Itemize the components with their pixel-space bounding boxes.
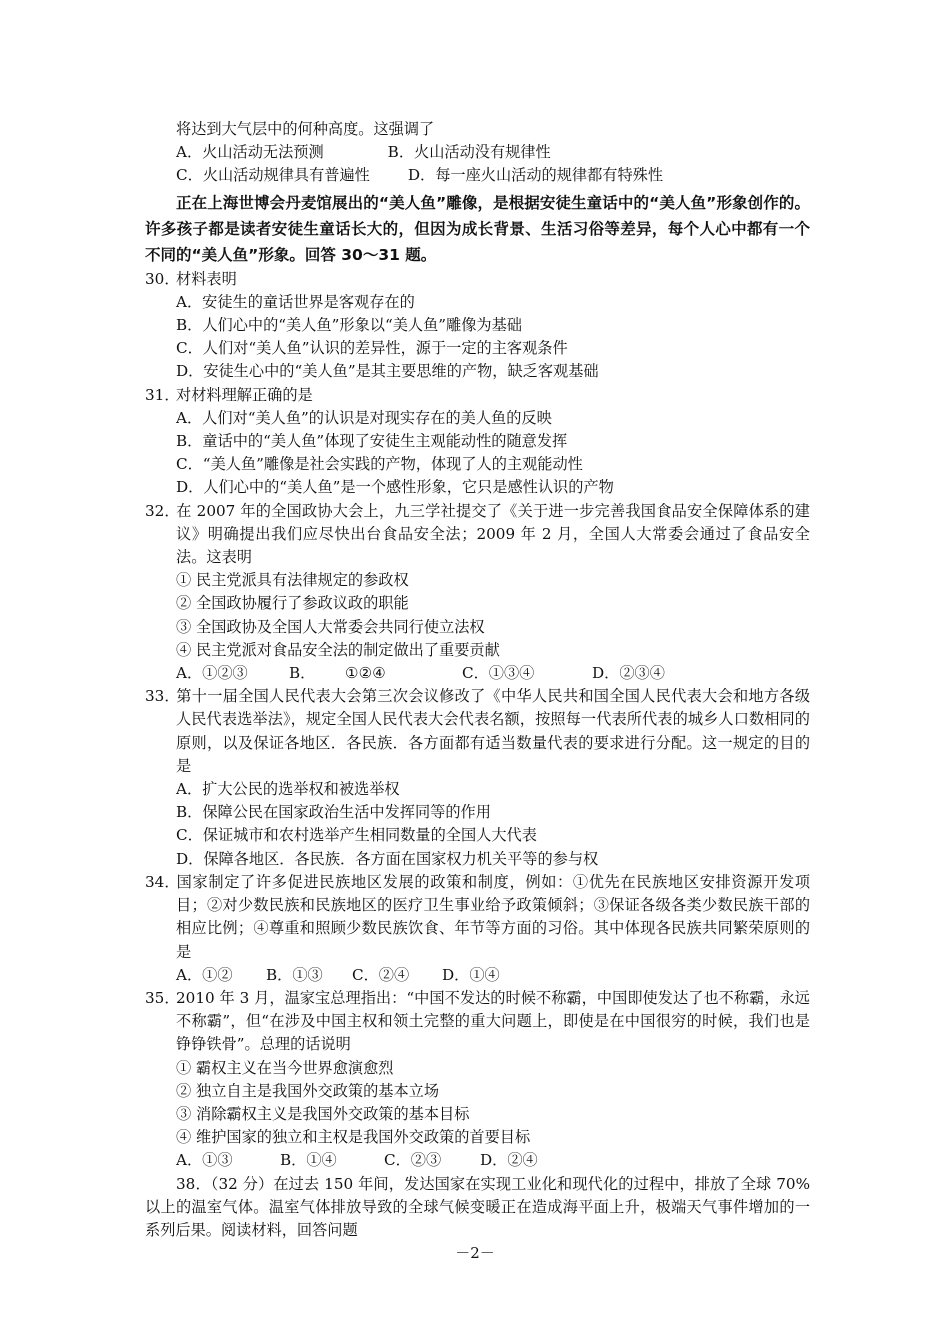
q32-option-a: A．①②③ — [176, 664, 248, 683]
q33-option-d: D．保障各地区．各民族．各方面在国家权力机关平等的参与权 — [176, 849, 599, 868]
q35-option-c: C．②③ — [384, 1151, 442, 1170]
q35-option-a: A．①③ — [176, 1151, 233, 1170]
q32-item-2: ② 全国政协履行了参政议政的职能 — [176, 594, 409, 613]
exam-page — [145, 118, 810, 1242]
q32-options — [145, 662, 810, 685]
q30-option-b: B．人们心中的“美人鱼”形象以“美人鱼”雕像为基础 — [176, 316, 522, 335]
q34-option-c: C．②④ — [352, 965, 410, 984]
q34-option-b: B．①③ — [266, 965, 323, 984]
q32-option-d: D．②③④ — [592, 664, 665, 683]
q38-stem: 38．（32 分）在过去 150 年间，发达国家在实现工业化和现代化的过程中，排放了全球 70%以上的温室气体。温室气体排放导致的全球气候变暖正在造成海平面上升，极端天气事件增加的一系列后果。阅读材料，回答问题 — [145, 1174, 810, 1239]
material-passage: 正在上海世博会丹麦馆展出的“美人鱼”雕像，是根据安徒生童话中的“美人鱼”形象创作的。许多孩子都是读者安徒生童话长大的，但因为成长背景、生活习俗等差异，每个人心中都有一个不同的“美人鱼”形象。回答 30～31 题。 — [145, 193, 810, 264]
q33-stem — [145, 685, 810, 778]
q29-option-a: A．火山活动无法预测 — [176, 143, 324, 162]
q31-option-b: B．童话中的“美人鱼”体现了安徒生主观能动性的随意发挥 — [176, 432, 568, 451]
q35-option-b: B．①④ — [280, 1151, 337, 1170]
q30-option-d: D．安徒生心中的“美人鱼”是其主要思维的产物，缺乏客观基础 — [176, 362, 599, 381]
q34-option-a: A．①② — [176, 965, 233, 984]
q34-stem-text: 国家制定了许多促进民族地区发展的政策和制度，例如：①优先在民族地区安排资源开发项目；②对少数民族和民族地区的医疗卫生事业给予政策倾斜；③保证各级各类少数民族干部的相应比例；④尊重和照顾少数民族饮食、年节等方面的习俗。其中体现各民族共同繁荣原则的是 — [176, 872, 810, 961]
q32-item-3: ③ 全国政协及全国人大常委会共同行使立法权 — [176, 617, 485, 636]
q31-number: 31． — [145, 385, 180, 404]
q33-option-b: B．保障公民在国家政治生活中发挥同等的作用 — [176, 803, 491, 822]
q35-item-1: ① 霸权主义在当今世界愈演愈烈 — [176, 1058, 394, 1077]
q33-number: 33． — [145, 687, 180, 706]
q29-options-cd — [145, 164, 810, 187]
q30-stem-text: 材料表明 — [176, 269, 237, 288]
q35-item-2: ② 独立自主是我国外交政策的基本立场 — [176, 1081, 440, 1100]
q29-options-ab — [145, 141, 810, 164]
q34-options — [145, 964, 810, 987]
q31-stem — [145, 384, 810, 407]
q32-option-b: B． — [289, 664, 316, 683]
q33-stem-text: 第十一届全国人民代表大会第三次会议修改了《中华人民共和国全国人民代表大会和地方各级人民代表选举法》，规定全国人民代表大会代表名额，按照每一代表所代表的城乡人口数相同的原则，以及保证各地区．各民族．各方面都有适当数量代表的要求进行分配。这一规定的目的是 — [176, 687, 810, 775]
q31-option-a: A．人们对“美人鱼”的认识是对现实存在的美人鱼的反映 — [176, 408, 552, 427]
q32-number: 32． — [145, 501, 180, 520]
q35-stem — [145, 987, 810, 1057]
q32-stem-text: 在 2007 年的全国政协大会上，九三学社提交了《关于进一步完善我国食品安全保障体系的建议》明确提出我们应尽快出台食品安全法；2009 年 2 月，全国人大常委会通过了食品安全法。这表明 — [176, 501, 810, 567]
q30-number: 30． — [145, 269, 180, 288]
q35-options — [145, 1149, 810, 1172]
q32-stem — [145, 500, 810, 570]
q31-option-c: C．“美人鱼”雕像是社会实践的产物，体现了人的主观能动性 — [176, 455, 583, 474]
q35-item-3: ③ 消除霸权主义是我国外交政策的基本目标 — [176, 1104, 470, 1123]
q34-number: 34． — [145, 872, 180, 891]
q31-option-d: D．人们心中的“美人鱼”是一个感性形象，它只是感性认识的产物 — [176, 478, 614, 497]
q30-option-c: C．人们对“美人鱼”认识的差异性，源于一定的主客观条件 — [176, 339, 568, 358]
q34-stem — [145, 871, 810, 964]
q33-option-a: A．扩大公民的选举权和被选举权 — [176, 780, 400, 799]
q29-option-c: C．火山活动规律具有普遍性 — [176, 166, 370, 185]
q33-option-c: C．保证城市和农村选举产生相同数量的全国人大代表 — [176, 826, 537, 845]
q30-option-a: A．安徒生的童话世界是客观存在的 — [176, 292, 415, 311]
q29-option-b: B．火山活动没有规律性 — [387, 143, 551, 162]
q35-stem-text: 2010 年 3 月，温家宝总理指出：“中国不发达的时候不称霸，中国即使发达了也不称霸，永远不称霸”，但“在涉及中国主权和领土完整的重大问题上，即使是在中国很穷的时候，我们也是铮铮铁骨”。总理的话说明 — [176, 988, 810, 1054]
q35-item-4: ④ 维护国家的独立和主权是我国外交政策的首要目标 — [176, 1128, 531, 1147]
q32-item-1: ① 民主党派具有法律规定的参政权 — [176, 571, 409, 590]
q29-stem-tail: 将达到大气层中的何种高度。这强调了 — [176, 120, 435, 138]
q30-stem — [145, 268, 810, 291]
q32-option-c: C．①③④ — [462, 664, 535, 683]
q34-option-d: D．①④ — [442, 965, 500, 984]
q35-option-d: D．②④ — [480, 1151, 538, 1170]
q32-option-b-value: ①②④ — [345, 664, 386, 683]
q29-option-d: D．每一座火山活动的规律都有特殊性 — [407, 166, 664, 185]
page-number: －2－ — [455, 1244, 495, 1262]
q31-stem-text: 对材料理解正确的是 — [176, 385, 313, 404]
q32-item-4: ④ 民主党派对食品安全法的制定做出了重要贡献 — [176, 640, 500, 659]
q35-number: 35． — [145, 988, 180, 1007]
